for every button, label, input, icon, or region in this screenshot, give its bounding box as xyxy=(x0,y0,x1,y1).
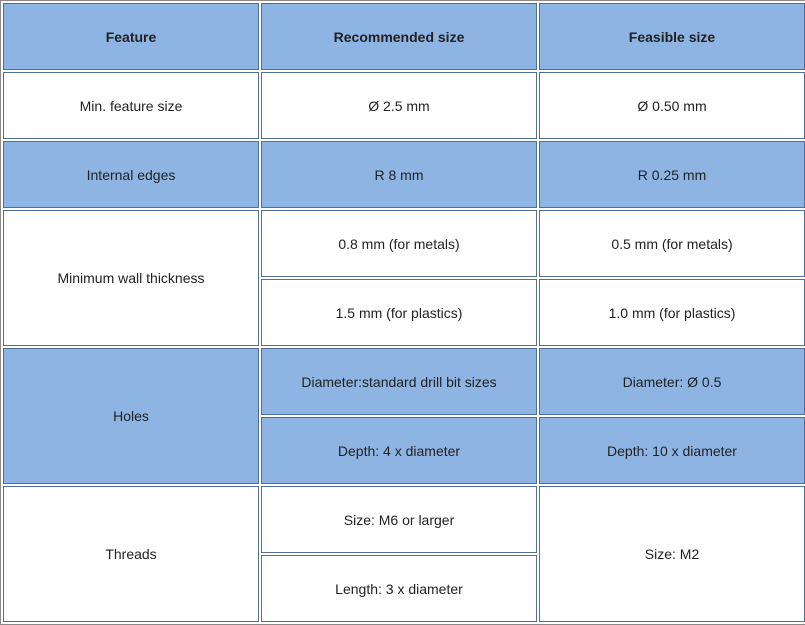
feature-cell: Internal edges xyxy=(3,141,259,208)
feature-cell: Min. feature size xyxy=(3,72,259,139)
recommended-cell: Ø 2.5 mm xyxy=(261,72,537,139)
feature-cell: Threads xyxy=(3,486,259,622)
recommended-cell: R 8 mm xyxy=(261,141,537,208)
table-row xyxy=(3,210,805,277)
recommended-cell: Depth: 4 x diameter xyxy=(261,417,537,484)
header-recommended-size: Recommended size xyxy=(261,3,537,70)
table-row xyxy=(3,486,805,553)
recommended-cell: Size: M6 or larger xyxy=(261,486,537,553)
feasible-cell: R 0.25 mm xyxy=(539,141,805,208)
feature-cell: Minimum wall thickness xyxy=(3,210,259,346)
feasible-cell: Ø 0.50 mm xyxy=(539,72,805,139)
recommended-cell: 1.5 mm (for plastics) xyxy=(261,279,537,346)
recommended-cell: Length: 3 x diameter xyxy=(261,555,537,622)
recommended-cell: 0.8 mm (for metals) xyxy=(261,210,537,277)
header-row xyxy=(3,3,805,70)
feasible-cell: Size: M2 xyxy=(539,486,805,622)
feasible-cell: 0.5 mm (for metals) xyxy=(539,210,805,277)
header-feasible-size: Feasible size xyxy=(539,3,805,70)
table-row xyxy=(3,348,805,415)
feasible-cell: 1.0 mm (for plastics) xyxy=(539,279,805,346)
header-feature: Feature xyxy=(3,3,259,70)
table-row xyxy=(3,72,805,139)
feature-cell: Holes xyxy=(3,348,259,484)
feasible-cell: Diameter: Ø 0.5 xyxy=(539,348,805,415)
table-row xyxy=(3,141,805,208)
recommended-cell: Diameter:standard drill bit sizes xyxy=(261,348,537,415)
feasible-cell: Depth: 10 x diameter xyxy=(539,417,805,484)
